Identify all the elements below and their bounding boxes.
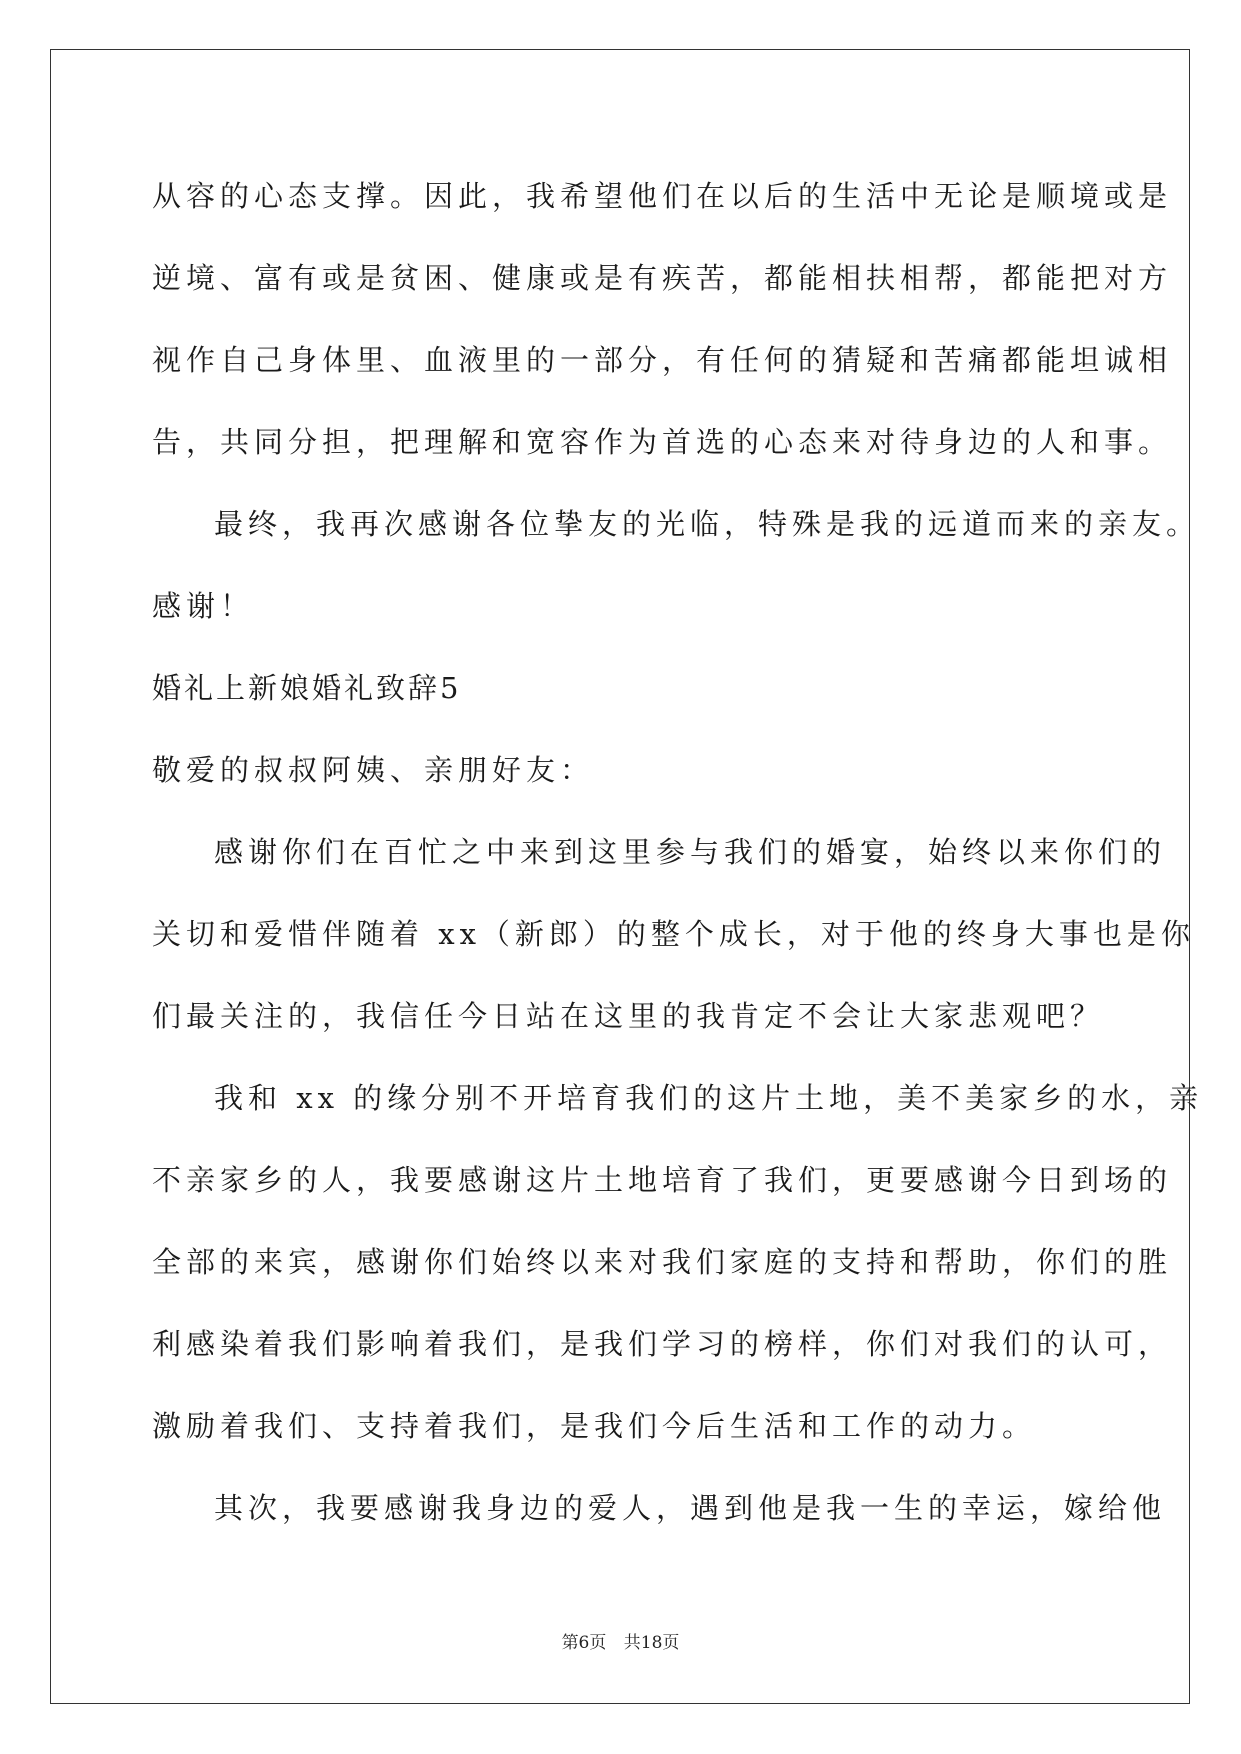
body-line: 不亲家乡的人，我要感谢这片土地培育了我们，更要感谢今日到场的 (152, 1163, 1173, 1197)
body-line: 感谢你们在百忙之中来到这里参与我们的婚宴，始终以来你们的 (214, 835, 1167, 869)
page-footer (0, 1628, 1241, 1653)
body-line: 告，共同分担，把理解和宽容作为首选的心态来对待身边的人和事。 (152, 425, 1173, 459)
body-line: 们最关注的，我信任今日站在这里的我肯定不会让大家悲观吧？ (152, 999, 1105, 1033)
body-line: 关切和爱惜伴随着 xx（新郎）的整个成长，对于他的终身大事也是你 (152, 917, 1195, 951)
body-line: 感谢！ (152, 589, 255, 623)
page-number: 第6页 (561, 1633, 607, 1653)
body-line: 其次，我要感谢我身边的爱人，遇到他是我一生的幸运，嫁给他 (214, 1491, 1167, 1525)
page-total: 共18页 (623, 1633, 680, 1653)
body-line: 激励着我们、支持着我们，是我们今后生活和工作的动力。 (152, 1409, 1037, 1443)
section-heading: 婚礼上新娘婚礼致辞5 (152, 671, 462, 705)
body-line: 逆境、富有或是贫困、健康或是有疾苦，都能相扶相帮，都能把对方 (152, 261, 1173, 295)
body-line: 全部的来宾，感谢你们始终以来对我们家庭的支持和帮助，你们的胜 (152, 1245, 1173, 1279)
body-line: 从容的心态支撑。因此，我希望他们在以后的生活中无论是顺境或是 (152, 179, 1173, 213)
salutation: 敬爱的叔叔阿姨、亲朋好友： (152, 753, 595, 787)
body-line: 我和 xx 的缘分别不开培育我们的这片土地，美不美家乡的水，亲 (214, 1081, 1204, 1115)
body-line: 最终，我再次感谢各位挚友的光临，特殊是我的远道而来的亲友。 (214, 507, 1201, 541)
document-body (152, 155, 1204, 1549)
body-line: 利感染着我们影响着我们，是我们学习的榜样，你们对我们的认可， (152, 1327, 1173, 1361)
body-line: 视作自己身体里、血液里的一部分，有任何的猜疑和苦痛都能坦诚相 (152, 343, 1173, 377)
